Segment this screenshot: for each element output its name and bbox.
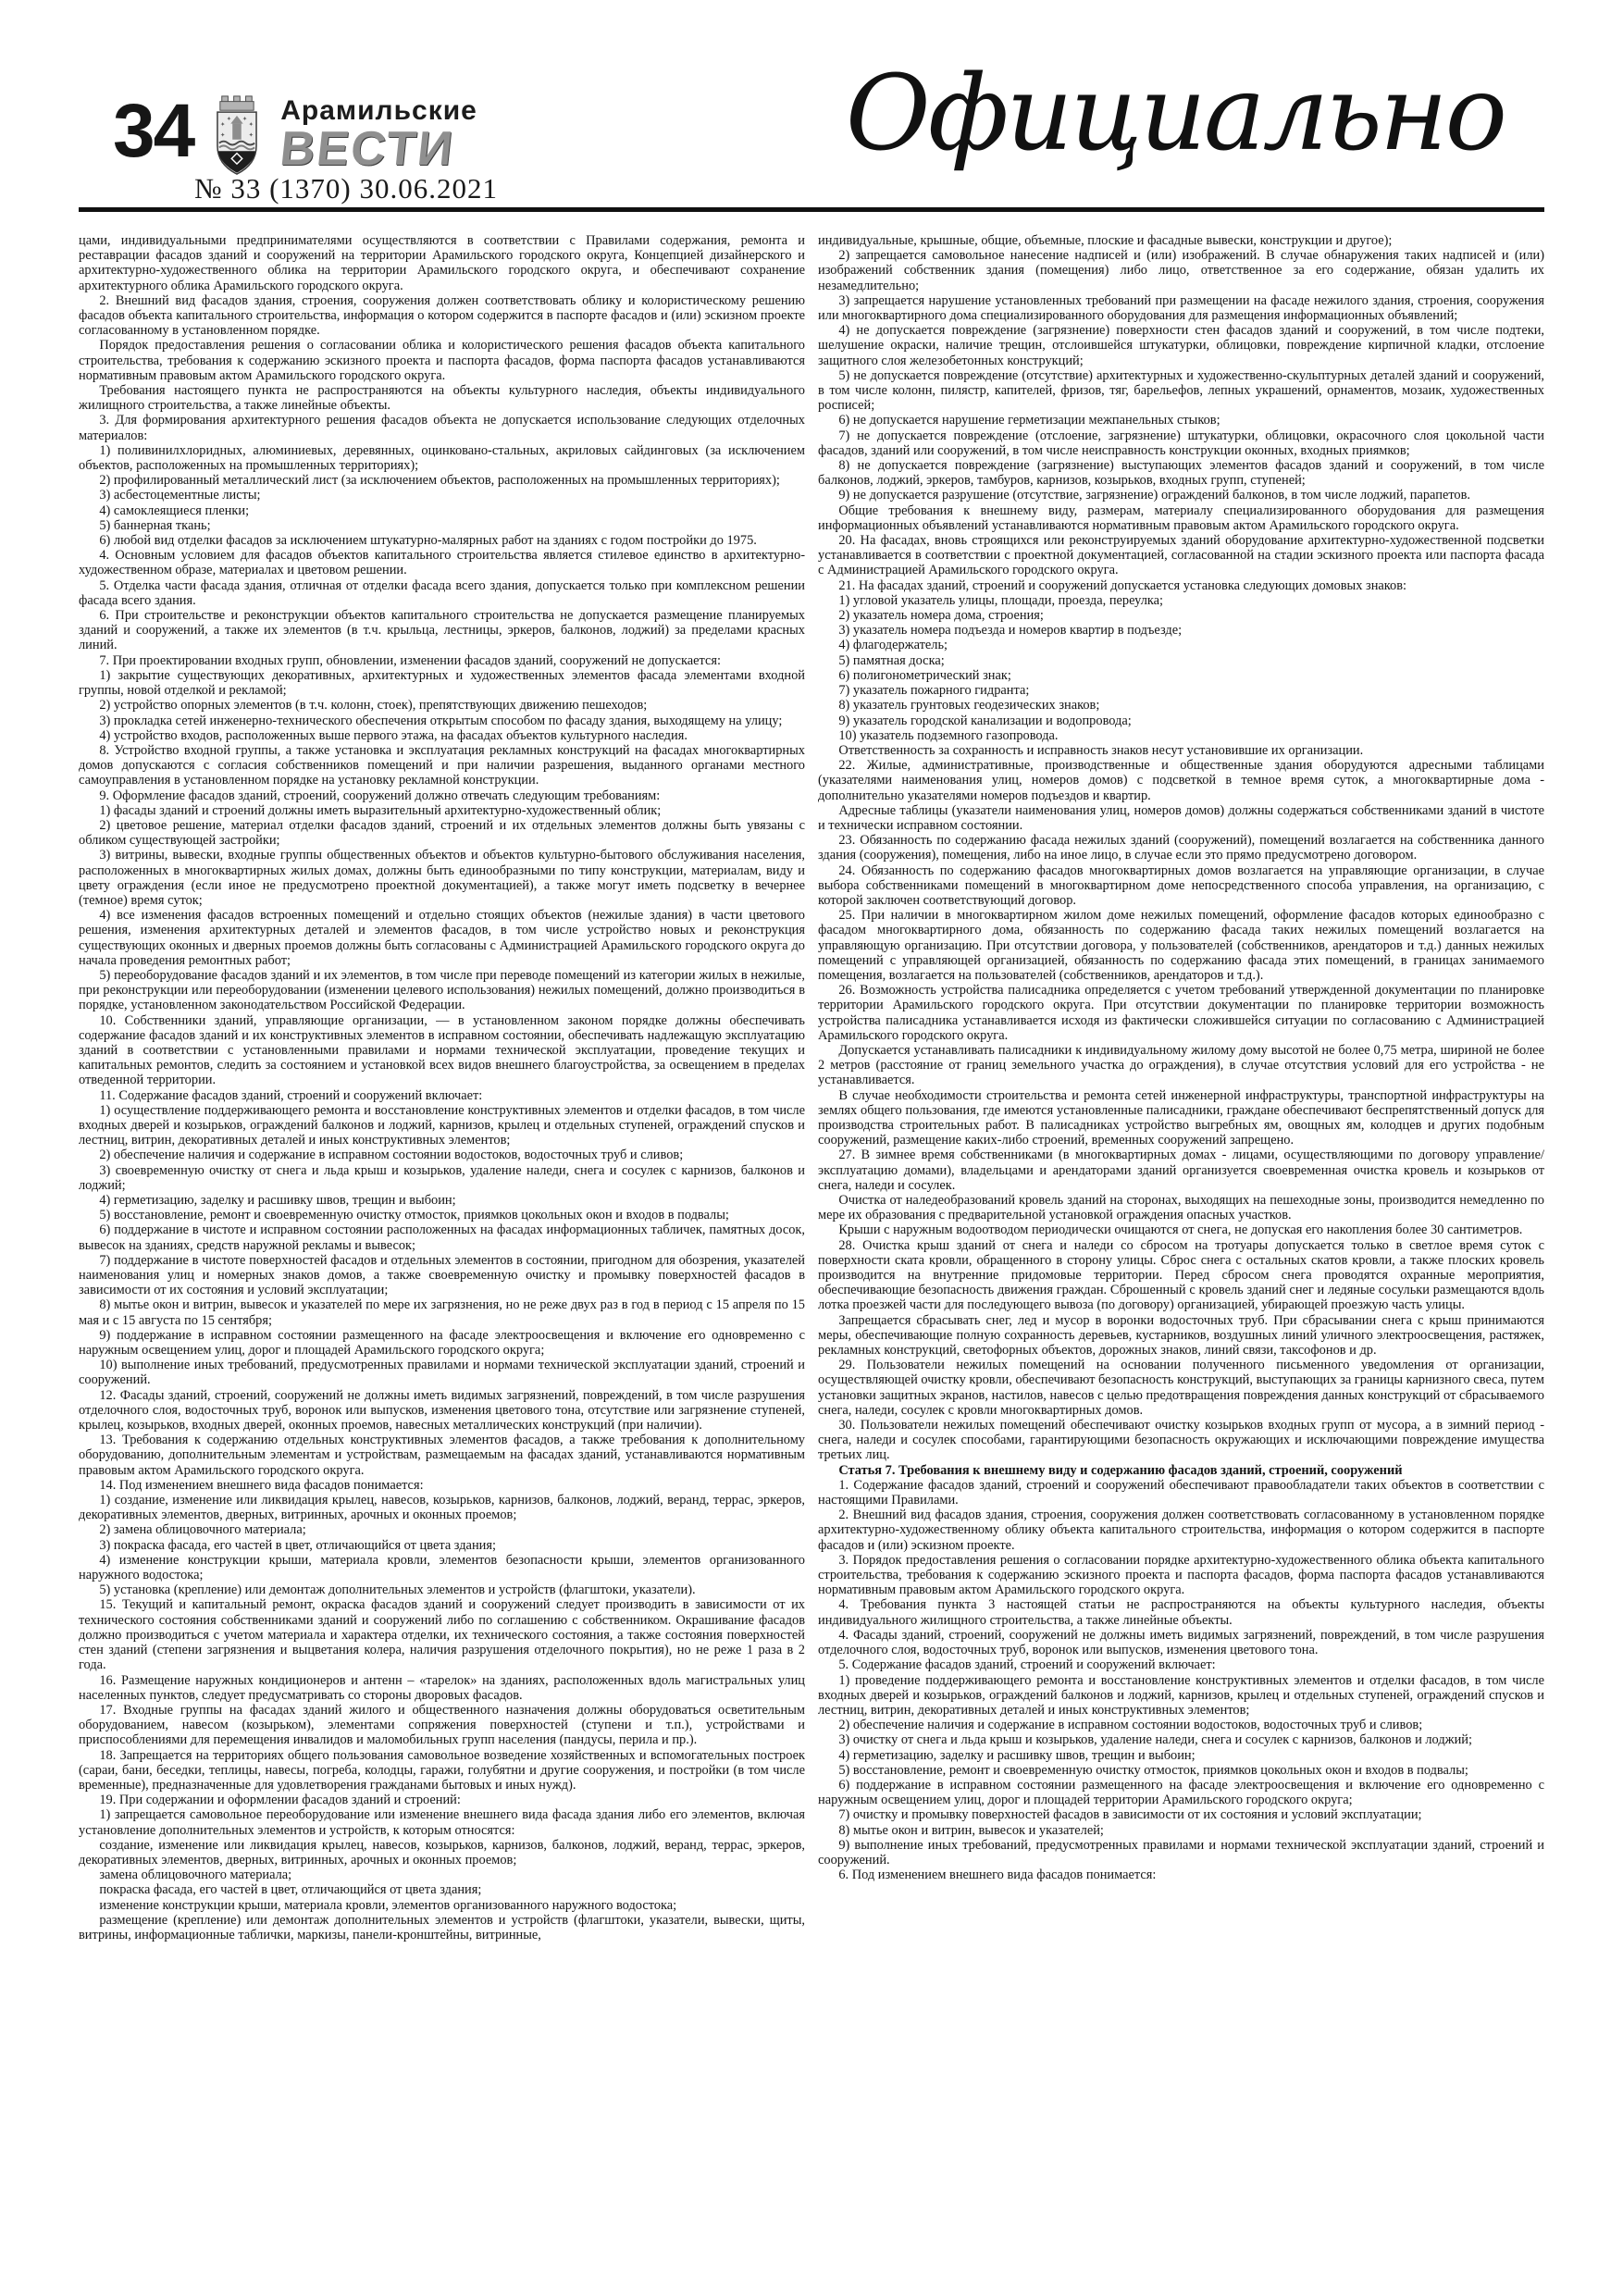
left-column bbox=[79, 233, 805, 2269]
paragraph-right-31: В случае необходимости строительства и ремонта сетей инженерной инфраструктуры, транспортной инфраструктуры на землях общего пользования, где имеются установленные палисадники, граждане обеспечивают беспрепятственный допуск для производства строительных работ. В палисадниках устройство выгребных ям, овощных ям, колодцев и других подобным сооружений, размещение каких-либо строений, временных сооружений запрещено. bbox=[818, 1087, 1544, 1148]
svg-text:✦: ✦ bbox=[220, 120, 226, 129]
paragraph-left-15: 7. При проектировании входных групп, обновлении, изменении фасадов зданий, сооружений не допускается: bbox=[99, 652, 722, 668]
section-title: Официально bbox=[845, 54, 1505, 174]
paragraph-right-20: 8) указатель грунтовых геодезических знаков; bbox=[838, 698, 1100, 714]
svg-text:✦: ✦ bbox=[248, 120, 254, 129]
paragraph-right-49: 4) герметизацию, заделку и расшивку швов, трещин и выбоин; bbox=[838, 1747, 1196, 1763]
paragraph-right-14: 2) указатель номера дома, строения; bbox=[838, 608, 1044, 624]
paragraph-left-57: размещение (крепление) или демонтаж дополнительных элементов и устройств (флагштоки, указатели, вывески, щиты, витрины, информационные таблички, маркизы, панели-кронштейны, витринные, bbox=[79, 1912, 805, 1942]
paragraph-left-20: 8. Устройство входной группы, а также установка и эксплуатация рекламных конструкций на фасадах многоквартирных домов допускаются с согласия собственников помещений и при наличии разрешения, выданного органами местного самоуправления в установленном порядке на установку рекламной конструкции. bbox=[79, 742, 805, 788]
aramil-coat-of-arms-icon bbox=[210, 94, 264, 176]
paragraph-left-18: 3) прокладка сетей инженерно-технического обеспечения открытым способом по фасаду здания, выходящему на улицу; bbox=[99, 713, 783, 728]
paragraph-right-24: 22. Жилые, административные, производственные и общественные здания оборудуются адресными таблицами (указателями наименования улиц, номеров домов) с подсветкой в темное время суток, а многоквартирные дома - дополнительно указателями номеров подъездов и квартир. bbox=[818, 758, 1544, 803]
paragraph-right-37: 29. Пользователи нежилых помещений на основании полученного письменного уведомления от организации, осуществляющей очистку кровли, обеспечивают безопасность конструкций, выступающих за границы карнизного свеса, путем установки защитных экранов, настилов, навесов с целью предотвращения повреждения данных конструкций от сбрасываемого снега, наледи, сосулек с кровли многоквартирных домов. bbox=[818, 1358, 1544, 1418]
paragraph-left-7: 2) профилированный металлический лист (за исключением объектов, расположенных на промышленных территориях); bbox=[99, 473, 780, 489]
paragraph-left-25: 4) все изменения фасадов встроенных помещений и отдельно стоящих объектов (нежилые здания) в части цветового решения, изменения архитектурных деталей и элементов фасадов, в том числе устройство новых и реконструкция существующих оконных и дверных проемов должны быть согласованы с Администрацией Арамильского городского округа до начала проведения ремонтных работ; bbox=[79, 908, 805, 968]
masthead-title-top: Арамильские bbox=[280, 95, 477, 126]
paragraph-right-48: 3) очистку от снега и льда крыш и козырьков, удаление наледи, снега и сосулек с карнизов, балконов и лоджий; bbox=[838, 1732, 1472, 1748]
paragraph-right-46: 1) проведение поддерживающего ремонта и восстановление конструктивных элементов и отделки фасадов, в том числе входных дверей и козырьков, ограждений балконов и лоджий, карнизов, крылец и отдельных ступеней, ограждений спусков и лестниц, витрин, декоративных деталей и иных конструктивных элементов; bbox=[818, 1672, 1544, 1718]
paragraph-left-48: 16. Размещение наружных кондиционеров и антенн – «тарелок» на зданиях, расположенных вдоль магистральных улиц населенных пунктов, следует предусматривать со стороны дворовых фасадов. bbox=[79, 1672, 805, 1703]
paragraph-right-40: 1. Содержание фасадов зданий, строений и сооружений обеспечивают правообладатели таких объектов в соответствии с настоящими Правилами. bbox=[818, 1477, 1544, 1508]
paragraph-left-55: покраска фасада, его частей в цвет, отличающийся от цвета здания; bbox=[99, 1882, 482, 1898]
paragraph-left-27: 10. Собственники зданий, управляющие организации, — в установленном законом порядке должны обеспечивать содержание фасадов зданий и их конструктивных элементов в исправном состоянии, обеспечивать надлежащую эксплуатацию зданий в соответствии с установленными правилами и нормами технической эксплуатации, проведение текущих и капитальных ремонтов, следить за состоянием и установкой всех видов внешнего благоустройства, за освещением в пределах отведенной территории. bbox=[79, 1012, 805, 1088]
paragraph-left-12: 4. Основным условием для фасадов объектов капитального строительства является стилевое единство в архитектурно-художественном образе, материалах и цветовом решении. bbox=[79, 548, 805, 578]
paragraph-left-42: 1) создание, изменение или ликвидация крылец, навесов, козырьков, карнизов, балконов, лоджий, веранд, террас, эркеров, декоративных элементов, дверных, витринных, арочных и оконных проемов; bbox=[79, 1493, 805, 1523]
paragraph-left-28: 11. Содержание фасадов зданий, строений и сооружений включает: bbox=[99, 1087, 483, 1103]
paragraph-left-8: 3) асбестоцементные листы; bbox=[99, 488, 261, 503]
paragraph-left-56: изменение конструкции крыши, материала кровли, элементов организованного наружного водостока; bbox=[99, 1897, 677, 1913]
paragraph-right-45: 5. Содержание фасадов зданий, строений и сооружений включает: bbox=[838, 1657, 1216, 1673]
paragraph-left-32: 4) герметизацию, заделку и расшивку швов, трещин и выбоин; bbox=[99, 1193, 456, 1208]
paragraph-left-39: 12. Фасады зданий, строений, сооружений не должны иметь видимых загрязнений, повреждений, в том числе разрушения отделочного слоя, водосточных труб, воронок или выпусков, изменения цветового тона, отсутствие или загрязнение ступеней, крылец, козырьков, входных дверей, оконных проемов, навесных металлических конструкций (при наличии). bbox=[79, 1387, 805, 1433]
paragraph-left-26: 5) переоборудование фасадов зданий и их элементов, в том числе при переводе помещений из категории жилых в нежилые, при реконструкции или переоборудовании (изменении целевого использования) нежилых помещений, должно производиться в порядке, установленном законодательством Российской Федерации. bbox=[79, 967, 805, 1013]
paragraph-right-15: 3) указатель номера подъезда и номеров квартир в подъезде; bbox=[838, 623, 1183, 639]
paragraph-right-23: Ответственность за сохранность и исправность знаков несут установившие их организации. bbox=[838, 742, 1364, 758]
paragraph-right-22: 10) указатель подземного газопровода. bbox=[838, 727, 1059, 743]
paragraph-left-33: 5) восстановление, ремонт и своевременную очистку отмосток, приямков цокольных окон и входов в подвалы; bbox=[99, 1208, 729, 1223]
paragraph-right-6: 6) не допускается нарушение герметизации межпанельных стыков; bbox=[838, 413, 1220, 428]
right-column bbox=[818, 233, 1544, 2269]
paragraph-left-11: 6) любой вид отделки фасадов за исключением штукатурно-малярных работ на зданиях с годом постройки до 1975. bbox=[99, 533, 757, 549]
paragraph-right-39: Статья 7. Требования к внешнему виду и содержанию фасадов зданий, строений, сооружений bbox=[838, 1462, 1403, 1478]
paragraph-left-43: 2) замена облицовочного материала; bbox=[99, 1522, 306, 1538]
paragraph-left-24: 3) витрины, вывески, входные группы общественных объектов и объектов культурно-бытового обслуживания населения, расположенных в многоквартирных жилых домах, должны быть единообразными по типу конструкции, материалам, виду и цвету ограждения (если иное не предусмотрено проектной документацией), а также могут иметь подсветку в вечернее (темное) время суток; bbox=[79, 848, 805, 908]
svg-text:✦: ✦ bbox=[220, 130, 226, 139]
paragraph-left-13: 5. Отделка части фасада здания, отличная от отделки фасада всего здания, допускается только при комплексном решении фасада всего здания. bbox=[79, 577, 805, 608]
paragraph-right-25: Адресные таблицы (указатели наименования улиц, номеров домов) должны содержаться собственниками зданий в чистоте и технически исправном состоянии. bbox=[818, 802, 1544, 833]
paragraph-left-30: 2) обеспечение наличия и содержание в исправном состоянии водостоков, водосточных труб и сливов; bbox=[99, 1148, 684, 1163]
paragraph-left-4: Требования настоящего пункта не распространяются на объекты культурного наследия, объекты индивидуального жилищного строительства, а также линейные объекты. bbox=[79, 383, 805, 414]
paragraph-right-2: 2) запрещается самовольное нанесение надписей и (или) изображений. В случае обнаружения таких надписей и (или) изображений собственник здания (помещения) либо лицо, ответственное за его содержание, обязан удалить их незамедлительно; bbox=[818, 248, 1544, 293]
paragraph-right-11: 20. На фасадах, вновь строящихся или реконструируемых зданий оборудование архитектурно-художественной подсветки устанавливается в соответствии с проектной документацией, согласованной на стадии эскизного проекта или паспорта фасада с Администрацией Арамильского городского округа. bbox=[818, 533, 1544, 578]
paragraph-left-29: 1) осуществление поддерживающего ремонта и восстановление конструктивных элементов и отделки фасадов, в том числе входных дверей и козырьков, ограждений балконов и лоджий, карнизов, крылец и отдельных ступеней, ограждений спусков и лестниц, витрин, декоративных деталей и иных конструктивных элементов; bbox=[79, 1102, 805, 1148]
paragraph-right-10: Общие требования к внешнему виду, размерам, материалу специализированного оборудования для размещения информационных объявлений устанавливаются нормативным правовым актом Арамильского городского округа. bbox=[818, 503, 1544, 533]
paragraph-left-51: 19. При содержании и оформлении фасадов зданий и строений: bbox=[99, 1793, 461, 1808]
svg-text:✦: ✦ bbox=[226, 115, 232, 123]
paragraph-left-47: 15. Текущий и капитальный ремонт, окраска фасадов зданий и сооружений следует производить в зависимости от их технического состояния собственниками зданий и сооружений либо по соглашению с собственником. Окрашивание фасадов должно производиться с учетом материала и характера отделки, их технического состояния, а также состояния поверхностей стен зданий (степени загрязнения и выцветания колера, наличия разрушения отделочного покрытия), но не реже 1 раза в 2 года. bbox=[79, 1597, 805, 1673]
paragraph-left-10: 5) баннерная ткань; bbox=[99, 517, 211, 533]
paragraph-left-41: 14. Под изменением внешнего вида фасадов понимается: bbox=[99, 1477, 424, 1493]
paragraph-right-44: 4. Фасады зданий, строений, сооружений не должны иметь видимых загрязнений, повреждений, в том числе разрушения отделочного слоя, водосточных труб, воронок или выпусков, изменения цветового тона. bbox=[818, 1627, 1544, 1658]
paragraph-right-5: 5) не допускается повреждение (отсутствие) архитектурных и художественно-скульптурных деталей зданий и сооружений, в том числе колонн, пилястр, капителей, фризов, тяг, барельефов, лепных украшений, орнаментов, мозаик, художественных росписей; bbox=[818, 367, 1544, 414]
paragraph-right-3: 3) запрещается нарушение установленных требований при размещении на фасаде нежилого здания, строения, сооружения или многоквартирного дома специализированного оборудования для размещения информационных объявлений; bbox=[818, 292, 1544, 324]
paragraph-right-1: индивидуальные, крышные, общие, объемные, плоские и фасадные вывески, конструкции и другое); bbox=[818, 233, 1393, 248]
page-number: 34 bbox=[113, 89, 194, 173]
paragraph-left-44: 3) покраска фасада, его частей в цвет, отличающийся от цвета здания; bbox=[99, 1537, 496, 1553]
paragraph-left-36: 8) мытье окон и витрин, вывесок и указателей по мере их загрязнения, но не реже двух раз в год в период с 15 апреля по 15 мая и с 15 августа по 15 сентября; bbox=[79, 1297, 805, 1328]
paragraph-left-9: 4) самоклеящиеся пленки; bbox=[99, 503, 250, 518]
paragraph-right-4: 4) не допускается повреждение (загрязнение) поверхности стен фасадов зданий и сооружений, в том числе подтеки, шелушение окраски, наличие трещин, отслоившейся штукатурки, облицовки, повреждение кирпичной кладки, отслоение защитного слоя железобетонных конструкций; bbox=[818, 323, 1544, 368]
paragraph-right-16: 4) флагодержатель; bbox=[838, 638, 948, 653]
paragraph-right-36: Запрещается сбрасывать снег, лед и мусор в воронки водосточных труб. При сбрасывании снега с крыш принимаются меры, обеспечивающие полную сохранность деревьев, кустарников, воздушных линий уличного электроосвещения, растяжек, рекламных конструкций, светофорных объектов, дорожных знаков, линий связи, таксофонов и др. bbox=[818, 1312, 1544, 1359]
article-body bbox=[79, 233, 1544, 2269]
paragraph-left-37: 9) поддержание в исправном состоянии размещенного на фасаде электроосвещения и включение его одновременно с наружным освещением улиц, дорог и площадей Арамильского городского округа; bbox=[79, 1327, 805, 1359]
paragraph-left-5: 3. Для формирования архитектурного решения фасадов объекта не допускается использование следующих отделочных материалов: bbox=[79, 413, 805, 443]
paragraph-left-19: 4) устройство входов, расположенных выше первого этажа, на фасадах объектов культурного наследия. bbox=[99, 727, 688, 743]
paragraph-left-49: 17. Входные группы на фасадах зданий жилого и общественного назначения должны оборудоваться осветительным оборудованием, навесом (козырьком), элементами сопряжения поверхностей (ступени и т.п.), устройствами и приспособлениями для перемещения инвалидов и маломобильных групп населения (пандусы, перила и пр.). bbox=[79, 1702, 805, 1748]
paragraph-right-55: 6. Под изменением внешнего вида фасадов понимается: bbox=[838, 1868, 1157, 1883]
masthead bbox=[113, 89, 477, 176]
paragraph-right-30: Допускается устанавливать палисадники к индивидуальному жилому дому высотой не более 0,75 метра, шириной не более 2 метров (расстояние от границ земельного участка до ограждения), в случае отсутствия условий для его устройства - не устанавливается. bbox=[818, 1042, 1544, 1088]
paragraph-right-52: 7) очистку и промывку поверхностей фасадов в зависимости от их состояния и условий эксплуатации; bbox=[838, 1807, 1422, 1823]
paragraph-right-12: 21. На фасадах зданий, строений и сооружений допускается установка следующих домовых знаков: bbox=[838, 577, 1407, 593]
svg-text:✦: ✦ bbox=[248, 130, 254, 139]
paragraph-right-21: 9) указатель городской канализации и водопровода; bbox=[838, 713, 1132, 728]
paragraph-right-27: 24. Обязанность по содержанию фасадов многоквартирных домов возлагается на управляющие организации, в случае выбора собственниками помещений в многоквартирном доме непосредственного способа управления, на организацию, с которой заключен соответствующий договор. bbox=[818, 863, 1544, 908]
paragraph-right-8: 8) не допускается повреждение (загрязнение) выступающих элементов фасадов зданий и сооружений, в том числе балконов, лоджий, эркеров, тамбуров, карнизов, козырьков, входных групп, ступеней; bbox=[818, 458, 1544, 489]
paragraph-left-34: 6) поддержание в чистоте и исправном состоянии расположенных на фасадах информационных табличек, памятных досок, вывесок на зданиях, средств наружной рекламы и вывесок; bbox=[79, 1222, 805, 1253]
paragraph-left-35: 7) поддержание в чистоте поверхностей фасадов и отдельных элементов в состоянии, пригодном для обозрения, указателей наименования улиц и номерных знаков домов, а также своевременную очистку и промывку поверхностей фасадов в зависимости от их состояния и условий эксплуатации; bbox=[79, 1252, 805, 1298]
paragraph-right-43: 4. Требования пункта 3 настоящей статьи не распространяются на объекты культурного наследия, объекты индивидуального жилищного строительства, а также линейные объекты. bbox=[818, 1597, 1544, 1628]
paragraph-right-19: 7) указатель пожарного гидранта; bbox=[838, 683, 1030, 699]
paragraph-left-50: 18. Запрещается на территориях общего пользования самовольное возведение хозяйственных и вспомогательных построек (сараи, бани, беседки, теплицы, навесы, погреба, колодцы, гаражи, голубятни и другие сооружения, и постройки (в том числе временные), предназначенные для удовлетворения гражданами бытовых и иных нужд). bbox=[79, 1747, 805, 1793]
issue-number-date: № 33 (1370) 30.06.2021 bbox=[194, 172, 498, 205]
paragraph-left-46: 5) установка (крепление) или демонтаж дополнительных элементов и устройств (флагштоки, указатели). bbox=[99, 1582, 696, 1598]
paragraph-left-6: 1) поливинилхлоридных, алюминиевых, деревянных, оцинковано-стальных, акриловых сайдинговых (за исключением объектов, расположенных на промышленных территориях); bbox=[79, 442, 805, 474]
paragraph-left-40: 13. Требования к содержанию отдельных конструктивных элементов фасадов, а также требования к дополнительному оборудованию, дополнительным элементам и устройствам, размещаемым на фасадах зданий, устанавливаются нормативным правовым актом Арамильского городского округа. bbox=[79, 1433, 805, 1478]
paragraph-right-7: 7) не допускается повреждение (отслоение, загрязнение) штукатурки, облицовки, окрасочного слоя цокольной части фасадов, зданий или сооружений, в том числе неисправность конструкции оконных, входных приямков; bbox=[818, 428, 1544, 458]
paragraph-right-33: Очистка от наледеобразований кровель зданий на сторонах, выходящих на пешеходные зоны, производится немедленно по мере их образования с предварительной установкой ограждения опасных участков. bbox=[818, 1193, 1544, 1223]
paragraph-right-51: 6) поддержание в исправном состоянии размещенного на фасаде электроосвещения и включение его одновременно с наружным освещением улиц, дорог и площадей территории Арамильского городского округа; bbox=[818, 1777, 1544, 1808]
paragraph-left-23: 2) цветовое решение, материал отделки фасадов зданий, строений и их отдельных элементов должны быть увязаны с обликом существующей застройки; bbox=[79, 817, 805, 849]
paragraph-right-34: Крыши с наружным водоотводом периодически очищаются от снега, не допуская его накопления более 30 сантиметров. bbox=[838, 1222, 1523, 1238]
masthead-title-bottom: ВЕСТИ bbox=[278, 122, 457, 176]
paragraph-right-54: 9) выполнение иных требований, предусмотренных правилами и нормами технической эксплуатации зданий, строений и сооружений. bbox=[818, 1837, 1544, 1868]
paragraph-right-41: 2. Внешний вид фасадов здания, строения, сооружения должен соответствовать согласованному в установленном порядке архитектурно-художественному облику объекта капитального строительства, информация о котором содержится в паспорте фасадов и (или) эскизном проекте. bbox=[818, 1508, 1544, 1553]
paragraph-right-42: 3. Порядок предоставления решения о согласовании порядке архитектурно-художественного облика объекта капитального строительства, требования к содержанию эскизного проекта и паспорта фасадов, форма паспорта фасадов устанавливаются нормативным правовым актом Арамильского городского округа. bbox=[818, 1552, 1544, 1598]
paragraph-left-3: Порядок предоставления решения о согласовании облика и колористического решения фасадов объекта капитального строительства, требования к содержанию эскизного проекта и паспорта фасадов, форма паспорта фасадов устанавливаются нормативным правовым актом Арамильского городского округа. bbox=[79, 338, 805, 383]
paragraph-right-50: 5) восстановление, ремонт и своевременную очистку отмосток, приямков цокольных окон и входов в подвалы; bbox=[838, 1762, 1468, 1778]
paragraph-left-45: 4) изменение конструкции крыши, материала кровли, элементов безопасности крыши, элементов организованного наружного водостока; bbox=[79, 1552, 805, 1583]
paragraph-left-14: 6. При строительстве и реконструкции объектов капитального строительства не допускается размещение планируемых зданий и сооружений, а также их элементов (в т.ч. крыльца, лестницы, эркеров, балконов, лоджий) за пределами красных линий. bbox=[79, 608, 805, 653]
paragraph-left-1: цами, индивидуальными предпринимателями осуществляются в соответствии с Правилами содержания, ремонта и реставрации фасадов зданий и сооружений на территории Арамильского городского округа, Концепцией дизайнерского и архитектурно-художественного облика на территории Арамильского городского округа, и обеспечивают сохранение архитектурного облика Арамильского городского округа. bbox=[79, 233, 805, 293]
paragraph-left-31: 3) своевременную очистку от снега и льда крыш и козырьков, удаление наледи, снега и сосулек с карнизов, балконов и лоджий; bbox=[79, 1162, 805, 1193]
header-divider-rule bbox=[79, 207, 1544, 212]
paragraph-right-53: 8) мытье окон и витрин, вывесок и указателей; bbox=[838, 1822, 1104, 1838]
paragraph-left-16: 1) закрытие существующих декоративных, архитектурных и художественных элементов фасада элементами входной группы, новой отделкой и рекламой; bbox=[79, 667, 805, 699]
paragraph-left-54: замена облицовочного материала; bbox=[99, 1868, 292, 1883]
paragraph-right-26: 23. Обязанность по содержанию фасада нежилых зданий (сооружений), помещений возлагается на собственника данного здания (сооружения), помещения, либо на иное лицо, в случае если это прямо предусмотрено договором. bbox=[818, 833, 1544, 863]
paragraph-right-28: 25. При наличии в многоквартирном жилом доме нежилых помещений, оформление фасадов которых единообразно с фасадом многоквартирного дома, обязанность по содержанию фасада таких нежилых помещений возлагается на управляющую организацию. При отсутствии договора, у пользователей (собственников, арендаторов и т.д.) данных нежилых помещений с управляющей организацией, обязанность по содержанию фасада этих помещений, в границах занимаемого помещения, возлагается на пользователей (собственников, арендаторов и т.д.). bbox=[818, 908, 1544, 983]
paragraph-right-35: 28. Очистка крыш зданий от снега и наледи со сбросом на тротуары допускается только в светлое время суток с поверхности ската кровли, обращенного в сторону улицы. Сброс снега с остальных скатов кровли, а также плоских кровель производится на внутренние придомовые территории. Перед сбросом снега проводятся охранные мероприятия, обеспечивающие безопасность движения граждан. Сброшенный с кровель зданий снег и ледяные сосульки размещаются вдоль лотка проезжей части для последующего вывоза (по договору) организацией, убирающей проезжую часть улицы. bbox=[818, 1237, 1544, 1313]
paragraph-left-21: 9. Оформление фасадов зданий, строений, сооружений должно отвечать следующим требованиям: bbox=[99, 788, 661, 803]
paragraph-right-38: 30. Пользователи нежилых помещений обеспечивают очистку козырьков входных групп от мусора, а в зимний период - снега, наледи и сосулек способами, гарантирующими безопасность окружающих и исключающими повреждение имущества третьих лиц. bbox=[818, 1418, 1544, 1463]
paragraph-left-52: 1) запрещается самовольное переоборудование или изменение внешнего вида фасада здания либо его элементов, включая установление дополнительных элементов и устройств, к которым относятся: bbox=[79, 1807, 805, 1838]
paragraph-right-17: 5) памятная доска; bbox=[838, 652, 945, 668]
paragraph-right-18: 6) полигонометрический знак; bbox=[838, 667, 1011, 683]
paragraph-left-22: 1) фасады зданий и строений должны иметь выразительный архитектурно-художественный облик; bbox=[99, 802, 662, 818]
paragraph-right-29: 26. Возможность устройства палисадника определяется с учетом требований утвержденной документации по планировке территории Арамильского городского округа. При отсутствии документации по планировке территории возможность устройства палисадника устанавливается исходя из фактически сложившейся ситуации по согласованию с Администрацией Арамильского городского округа. bbox=[818, 983, 1544, 1043]
paragraph-right-9: 9) не допускается разрушение (отсутствие, загрязнение) ограждений балконов, в том числе лоджий, парапетов. bbox=[838, 488, 1471, 503]
paragraph-left-2: 2. Внешний вид фасадов здания, строения, сооружения должен соответствовать облику и колористическому решению фасадов объекта капитального строительства, информация о котором содержится в паспорте фасадов и (или) эскизном проекте согласованному в установленном порядке. bbox=[79, 292, 805, 339]
paragraph-left-17: 2) устройство опорных элементов (в т.ч. колонн, стоек), препятствующих движению пешеходов; bbox=[99, 698, 648, 714]
masthead-brand bbox=[278, 95, 477, 176]
paragraph-right-13: 1) угловой указатель улицы, площади, проезда, переулка; bbox=[838, 592, 1164, 608]
paragraph-left-53: создание, изменение или ликвидация крылец, навесов, козырьков, карнизов, балконов, лоджий, веранд, террас, эркеров, декоративных элементов, дверных, витринных, арочных и оконных проемов; bbox=[79, 1837, 805, 1868]
svg-text:✦: ✦ bbox=[242, 115, 248, 123]
paragraph-left-38: 10) выполнение иных требований, предусмотренных правилами и нормами технической эксплуатации зданий, строений и сооружений. bbox=[79, 1358, 805, 1388]
paragraph-right-47: 2) обеспечение наличия и содержание в исправном состоянии водостоков, водосточных труб и сливов; bbox=[838, 1718, 1423, 1733]
paragraph-right-32: 27. В зимнее время собственниками (в многоквартирных домах - лицами, осуществляющими по договору управление/эксплуатацию домами), владельцами и арендаторами зданий организуется своевременная очистка кровель и козырьков от снега, наледи и сосулек. bbox=[818, 1148, 1544, 1193]
